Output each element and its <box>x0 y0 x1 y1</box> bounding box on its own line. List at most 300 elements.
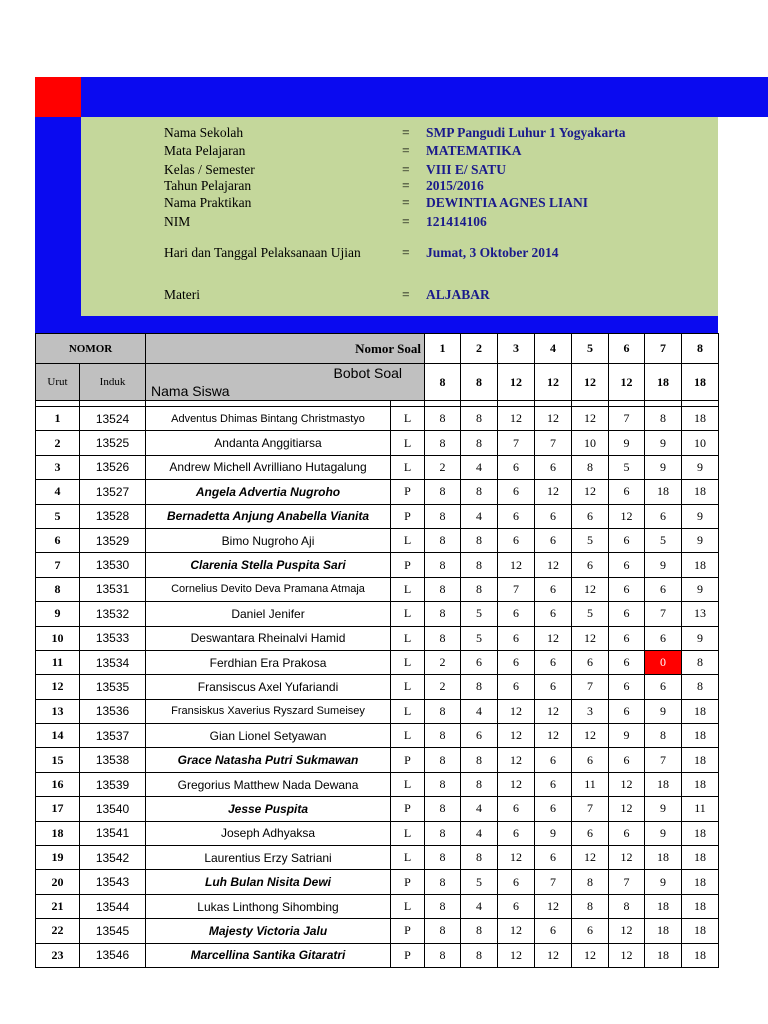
nama-cell: Grace Natasha Putri Sukmawan <box>146 748 391 772</box>
title-banner <box>35 77 768 117</box>
gender-cell: L <box>391 821 425 845</box>
urut-cell: 20 <box>36 870 80 894</box>
score-cell: 6 <box>498 480 535 504</box>
info-label: Mata Pelajaran <box>164 143 246 158</box>
table-row <box>36 943 719 967</box>
score-cell: 18 <box>682 846 719 870</box>
score-cell: 8 <box>425 919 461 943</box>
score-cell: 5 <box>572 602 609 626</box>
table-row <box>36 772 719 796</box>
score-cell: 6 <box>535 675 572 699</box>
score-cell: 6 <box>498 675 535 699</box>
info-bottom-band <box>35 316 718 333</box>
induk-cell: 13542 <box>80 846 146 870</box>
score-cell: 8 <box>425 894 461 918</box>
table-row <box>36 455 719 479</box>
table-row <box>36 870 719 894</box>
table-row <box>36 407 719 431</box>
table-row <box>36 821 719 845</box>
induk-cell: 13535 <box>80 675 146 699</box>
gender-cell: L <box>391 699 425 723</box>
gender-cell: P <box>391 504 425 528</box>
score-cell: 5 <box>609 455 645 479</box>
score-cell: 12 <box>498 724 535 748</box>
induk-cell: 13543 <box>80 870 146 894</box>
score-cell: 12 <box>572 577 609 601</box>
nama-cell: Marcellina Santika Gitaratri <box>146 943 391 967</box>
score-cell: 8 <box>425 480 461 504</box>
score-cell: 5 <box>461 870 498 894</box>
info-equals: = <box>402 162 410 177</box>
score-cell: 8 <box>461 553 498 577</box>
score-cell: 12 <box>609 919 645 943</box>
nama-cell: Andrew Michell Avrilliano Hutagalung <box>146 455 391 479</box>
induk-cell: 13524 <box>80 407 146 431</box>
urut-cell: 15 <box>36 748 80 772</box>
score-cell: 8 <box>425 846 461 870</box>
score-cell: 6 <box>609 650 645 674</box>
info-equals: = <box>402 178 410 193</box>
question-weight: 12 <box>609 364 645 401</box>
nama-cell: Lukas Linthong Sihombing <box>146 894 391 918</box>
question-weight: 8 <box>425 364 461 401</box>
score-cell: 10 <box>572 431 609 455</box>
score-cell: 11 <box>572 772 609 796</box>
header-nama-bobot <box>146 364 425 401</box>
score-cell: 8 <box>461 480 498 504</box>
score-cell: 8 <box>461 772 498 796</box>
score-cell: 18 <box>645 919 682 943</box>
score-cell: 6 <box>535 650 572 674</box>
induk-cell: 13534 <box>80 650 146 674</box>
nama-cell: Deswantara Rheinalvi Hamid <box>146 626 391 650</box>
question-weight: 12 <box>572 364 609 401</box>
gender-cell: L <box>391 724 425 748</box>
gender-cell: L <box>391 626 425 650</box>
gender-cell: P <box>391 553 425 577</box>
info-label: Nama Sekolah <box>164 125 244 140</box>
gender-cell: L <box>391 455 425 479</box>
score-cell: 12 <box>498 748 535 772</box>
score-cell: 9 <box>682 504 719 528</box>
info-equals: = <box>402 214 410 229</box>
gender-cell: P <box>391 480 425 504</box>
score-cell: 9 <box>645 870 682 894</box>
nama-cell: Luh Bulan Nisita Dewi <box>146 870 391 894</box>
score-cell: 12 <box>609 797 645 821</box>
score-cell: 8 <box>572 894 609 918</box>
table-row <box>36 528 719 552</box>
induk-cell: 13533 <box>80 626 146 650</box>
score-cell: 12 <box>535 626 572 650</box>
score-cell: 7 <box>572 797 609 821</box>
score-cell: 6 <box>498 455 535 479</box>
gender-cell: L <box>391 894 425 918</box>
score-cell: 6 <box>572 821 609 845</box>
induk-cell: 13538 <box>80 748 146 772</box>
score-cell: 6 <box>498 504 535 528</box>
score-cell: 18 <box>682 772 719 796</box>
question-number: 8 <box>682 334 719 364</box>
score-cell: 9 <box>535 821 572 845</box>
score-cell: 5 <box>461 626 498 650</box>
score-cell: 6 <box>535 797 572 821</box>
urut-cell: 21 <box>36 894 80 918</box>
question-number: 7 <box>645 334 682 364</box>
score-cell: 9 <box>682 577 719 601</box>
score-cell: 6 <box>498 821 535 845</box>
gender-cell: P <box>391 919 425 943</box>
induk-cell: 13544 <box>80 894 146 918</box>
urut-cell: 3 <box>36 455 80 479</box>
urut-cell: 5 <box>36 504 80 528</box>
score-cell: 6 <box>572 919 609 943</box>
score-cell: 12 <box>572 724 609 748</box>
urut-cell: 13 <box>36 699 80 723</box>
score-cell: 4 <box>461 797 498 821</box>
score-cell: 18 <box>682 821 719 845</box>
header-nama-siswa: Nama Siswa <box>151 383 230 399</box>
induk-cell: 13536 <box>80 699 146 723</box>
table-row <box>36 724 719 748</box>
nama-cell: Fransiscus Axel Yufariandi <box>146 675 391 699</box>
score-cell: 6 <box>609 699 645 723</box>
nama-cell: Cornelius Devito Deva Pramana Atmaja <box>146 577 391 601</box>
induk-cell: 13546 <box>80 943 146 967</box>
score-cell: 6 <box>609 821 645 845</box>
table-row <box>36 650 719 674</box>
score-cell: 18 <box>645 894 682 918</box>
score-cell: 12 <box>609 846 645 870</box>
induk-cell: 13541 <box>80 821 146 845</box>
score-cell: 11 <box>682 797 719 821</box>
score-cell: 6 <box>645 504 682 528</box>
score-cell: 9 <box>645 455 682 479</box>
urut-cell: 9 <box>36 602 80 626</box>
table-row <box>36 602 719 626</box>
table-row <box>36 919 719 943</box>
info-label: Tahun Pelajaran <box>164 178 252 193</box>
score-cell: 12 <box>498 553 535 577</box>
score-cell: 9 <box>645 797 682 821</box>
score-cell: 8 <box>572 870 609 894</box>
score-cell: 9 <box>645 821 682 845</box>
score-cell: 6 <box>645 577 682 601</box>
score-cell: 5 <box>461 602 498 626</box>
gender-cell: L <box>391 577 425 601</box>
urut-cell: 6 <box>36 528 80 552</box>
score-cell: 8 <box>425 699 461 723</box>
urut-cell: 1 <box>36 407 80 431</box>
score-cell: 10 <box>682 431 719 455</box>
score-cell: 8 <box>425 504 461 528</box>
info-row-subject <box>81 143 718 159</box>
induk-cell: 13525 <box>80 431 146 455</box>
score-cell: 12 <box>498 943 535 967</box>
score-cell: 8 <box>425 431 461 455</box>
info-equals: = <box>402 287 410 302</box>
score-cell: 8 <box>425 772 461 796</box>
score-cell: 9 <box>609 724 645 748</box>
score-cell: 6 <box>498 650 535 674</box>
nama-cell: Fransiskus Xaverius Ryszard Sumeisey <box>146 699 391 723</box>
score-cell: 18 <box>682 724 719 748</box>
urut-cell: 10 <box>36 626 80 650</box>
score-cell: 8 <box>461 919 498 943</box>
score-cell: 6 <box>535 748 572 772</box>
score-cell: 8 <box>572 455 609 479</box>
info-value: VIII E/ SATU <box>426 162 507 177</box>
score-cell: 6 <box>498 797 535 821</box>
score-cell: 8 <box>425 528 461 552</box>
score-cell: 3 <box>572 699 609 723</box>
score-cell: 6 <box>535 528 572 552</box>
score-cell: 12 <box>535 943 572 967</box>
info-row-school <box>81 125 718 141</box>
induk-cell: 13532 <box>80 602 146 626</box>
score-cell: 5 <box>645 528 682 552</box>
score-cell: 8 <box>425 407 461 431</box>
score-cell: 8 <box>682 650 719 674</box>
nama-cell: Adventus Dhimas Bintang Christmastyo <box>146 407 391 431</box>
nama-cell: Gian Lionel Setyawan <box>146 724 391 748</box>
urut-cell: 14 <box>36 724 80 748</box>
induk-cell: 13527 <box>80 480 146 504</box>
score-cell: 6 <box>498 528 535 552</box>
info-value: DEWINTIA AGNES LIANI <box>426 195 589 210</box>
score-cell: 12 <box>498 407 535 431</box>
score-cell: 8 <box>461 675 498 699</box>
nama-cell: Andanta Anggitiarsa <box>146 431 391 455</box>
score-cell: 8 <box>425 748 461 772</box>
question-weight: 18 <box>682 364 719 401</box>
nama-cell: Jesse Puspita <box>146 797 391 821</box>
table-row <box>36 675 719 699</box>
info-label: Nama Praktikan <box>164 195 252 210</box>
header-bobot-soal: Bobot Soal <box>333 365 403 381</box>
score-cell: 18 <box>682 870 719 894</box>
header-nomor-soal: Nomor Soal <box>146 334 425 364</box>
score-cell: 9 <box>682 528 719 552</box>
score-cell: 6 <box>498 870 535 894</box>
info-value: Jumat, 3 Oktober 2014 <box>426 245 559 260</box>
table-row <box>36 748 719 772</box>
info-value: MATEMATIKA <box>426 143 522 158</box>
info-value: ALJABAR <box>426 287 490 302</box>
info-value: SMP Pangudi Luhur 1 Yogyakarta <box>426 125 626 140</box>
score-cell: 8 <box>461 846 498 870</box>
gender-cell: L <box>391 846 425 870</box>
nama-cell: Angela Advertia Nugroho <box>146 480 391 504</box>
gender-cell: P <box>391 748 425 772</box>
score-cell: 8 <box>461 528 498 552</box>
induk-cell: 13529 <box>80 528 146 552</box>
score-cell: 9 <box>645 431 682 455</box>
gender-cell: P <box>391 797 425 821</box>
score-cell: 18 <box>645 846 682 870</box>
urut-cell: 11 <box>36 650 80 674</box>
nama-cell: Joseph Adhyaksa <box>146 821 391 845</box>
score-cell: 2 <box>425 650 461 674</box>
info-label: Materi <box>164 287 200 302</box>
question-number: 2 <box>461 334 498 364</box>
score-cell: 6 <box>609 528 645 552</box>
score-cell: 8 <box>461 943 498 967</box>
score-cell: 12 <box>498 772 535 796</box>
score-cell: 12 <box>535 699 572 723</box>
gender-cell: L <box>391 431 425 455</box>
score-cell: 4 <box>461 455 498 479</box>
score-cell: 12 <box>535 894 572 918</box>
question-number: 5 <box>572 334 609 364</box>
score-cell: 8 <box>425 797 461 821</box>
table-row <box>36 553 719 577</box>
nama-cell: Clarenia Stella Puspita Sari <box>146 553 391 577</box>
score-cell: 4 <box>461 699 498 723</box>
question-weight: 8 <box>461 364 498 401</box>
info-row-practitioner <box>81 195 718 211</box>
score-cell: 8 <box>461 431 498 455</box>
nama-cell: Bimo Nugroho Aji <box>146 528 391 552</box>
urut-cell: 16 <box>36 772 80 796</box>
score-cell: 0 <box>645 650 682 674</box>
question-weight: 18 <box>645 364 682 401</box>
left-blue-band <box>35 117 81 333</box>
score-table <box>35 333 719 968</box>
score-cell: 18 <box>645 772 682 796</box>
induk-cell: 13526 <box>80 455 146 479</box>
score-cell: 6 <box>535 772 572 796</box>
score-cell: 6 <box>498 602 535 626</box>
score-cell: 6 <box>461 724 498 748</box>
score-cell: 18 <box>645 943 682 967</box>
score-cell: 4 <box>461 504 498 528</box>
info-row-class <box>81 162 718 178</box>
info-row-exam-date <box>81 245 718 261</box>
gender-cell: L <box>391 528 425 552</box>
info-equals: = <box>402 143 410 158</box>
score-cell: 7 <box>645 748 682 772</box>
score-cell: 12 <box>498 846 535 870</box>
score-cell: 12 <box>572 943 609 967</box>
score-cell: 9 <box>682 455 719 479</box>
score-cell: 8 <box>425 821 461 845</box>
urut-cell: 23 <box>36 943 80 967</box>
score-cell: 2 <box>425 675 461 699</box>
urut-cell: 18 <box>36 821 80 845</box>
score-cell: 18 <box>682 407 719 431</box>
urut-cell: 17 <box>36 797 80 821</box>
score-cell: 8 <box>425 724 461 748</box>
score-cell: 18 <box>682 919 719 943</box>
table-row <box>36 577 719 601</box>
score-cell: 8 <box>461 748 498 772</box>
score-cell: 6 <box>535 504 572 528</box>
info-panel <box>81 117 718 316</box>
score-cell: 6 <box>535 455 572 479</box>
score-cell: 9 <box>645 553 682 577</box>
score-cell: 6 <box>572 748 609 772</box>
urut-cell: 2 <box>36 431 80 455</box>
score-cell: 8 <box>425 626 461 650</box>
score-cell: 7 <box>498 431 535 455</box>
score-cell: 12 <box>572 846 609 870</box>
info-row-year <box>81 178 718 194</box>
induk-cell: 13530 <box>80 553 146 577</box>
score-cell: 12 <box>609 504 645 528</box>
induk-cell: 13537 <box>80 724 146 748</box>
score-cell: 8 <box>425 577 461 601</box>
score-cell: 18 <box>645 480 682 504</box>
urut-cell: 12 <box>36 675 80 699</box>
score-cell: 5 <box>572 528 609 552</box>
score-cell: 12 <box>572 480 609 504</box>
nama-cell: Laurentius Erzy Satriani <box>146 846 391 870</box>
table-row <box>36 626 719 650</box>
gender-cell: L <box>391 772 425 796</box>
info-equals: = <box>402 245 410 260</box>
score-cell: 7 <box>609 407 645 431</box>
score-cell: 7 <box>498 577 535 601</box>
score-cell: 6 <box>498 894 535 918</box>
question-number: 4 <box>535 334 572 364</box>
score-cell: 6 <box>498 626 535 650</box>
table-row <box>36 894 719 918</box>
info-row-nim <box>81 214 718 230</box>
urut-cell: 19 <box>36 846 80 870</box>
score-cell: 8 <box>425 553 461 577</box>
urut-cell: 8 <box>36 577 80 601</box>
score-cell: 9 <box>645 699 682 723</box>
nama-cell: Majesty Victoria Jalu <box>146 919 391 943</box>
question-weight: 12 <box>498 364 535 401</box>
table-row <box>36 797 719 821</box>
score-cell: 6 <box>609 675 645 699</box>
score-cell: 6 <box>535 602 572 626</box>
nama-cell: Ferdhian Era Prakosa <box>146 650 391 674</box>
gender-cell: L <box>391 675 425 699</box>
score-cell: 12 <box>535 553 572 577</box>
score-cell: 7 <box>572 675 609 699</box>
urut-cell: 4 <box>36 480 80 504</box>
score-cell: 4 <box>461 821 498 845</box>
nama-cell: Daniel Jenifer <box>146 602 391 626</box>
induk-cell: 13540 <box>80 797 146 821</box>
score-cell: 4 <box>461 894 498 918</box>
score-cell: 18 <box>682 699 719 723</box>
score-cell: 7 <box>645 602 682 626</box>
score-cell: 6 <box>645 626 682 650</box>
score-cell: 13 <box>682 602 719 626</box>
score-cell: 6 <box>609 626 645 650</box>
score-cell: 6 <box>535 919 572 943</box>
induk-cell: 13545 <box>80 919 146 943</box>
question-weight: 12 <box>535 364 572 401</box>
info-equals: = <box>402 195 410 210</box>
score-cell: 8 <box>425 943 461 967</box>
nama-cell: Gregorius Matthew Nada Dewana <box>146 772 391 796</box>
score-cell: 6 <box>461 650 498 674</box>
score-cell: 2 <box>425 455 461 479</box>
score-cell: 8 <box>645 407 682 431</box>
induk-cell: 13528 <box>80 504 146 528</box>
score-cell: 8 <box>461 407 498 431</box>
score-cell: 6 <box>609 748 645 772</box>
info-equals: = <box>402 125 410 140</box>
score-cell: 12 <box>498 699 535 723</box>
info-label: Kelas / Semester <box>164 162 255 177</box>
gender-cell: L <box>391 650 425 674</box>
